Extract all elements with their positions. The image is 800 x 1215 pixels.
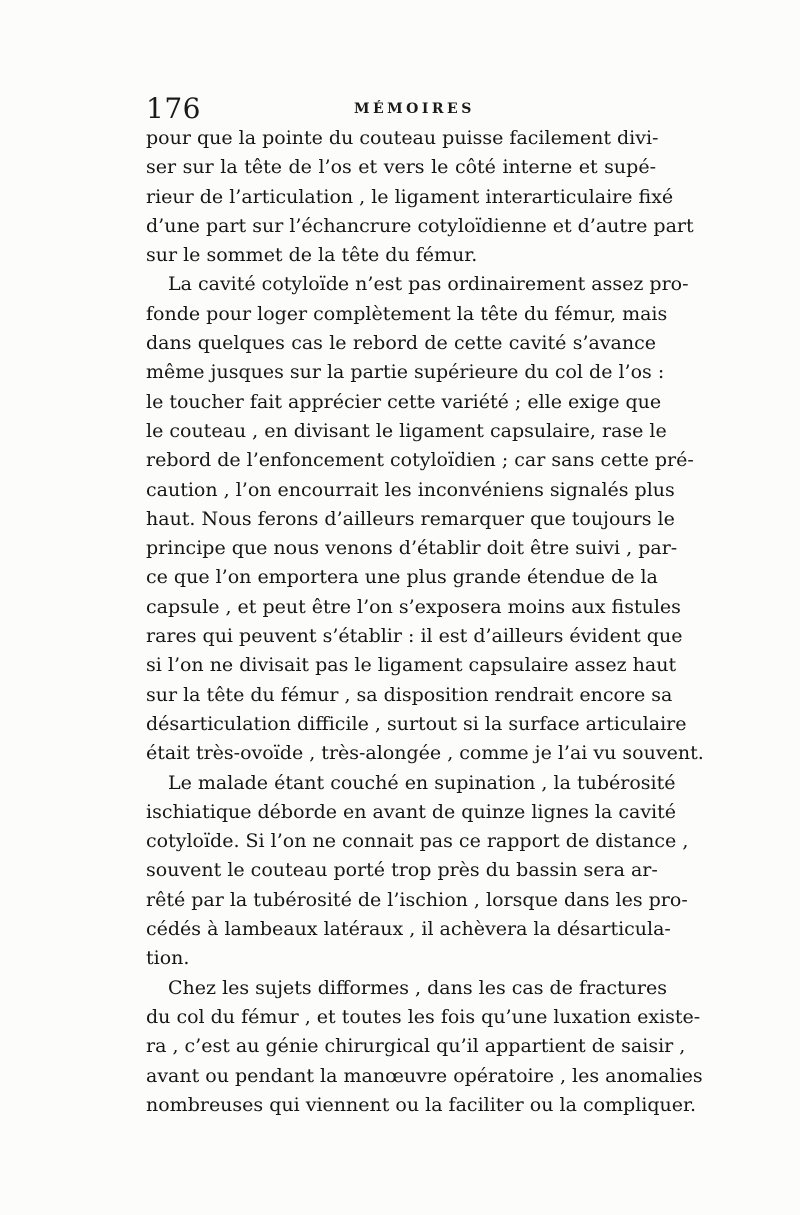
text-line: Chez les sujets difformes , dans les cas de fractures: [168, 976, 667, 999]
text-line: cédés à lambeaux latéraux , il achèvera la désarticula-: [146, 918, 671, 941]
text-line: rebord de l’enfoncement cotyloïdien ; car sans cette pré-: [146, 449, 694, 472]
text-line: ischiatique déborde en avant de quinze lignes la cavité: [146, 800, 677, 823]
text-line: même jusques sur la partie supérieure du col de l’os :: [146, 361, 665, 384]
text-line: sur la tête du fémur , sa disposition rendrait encore sa: [146, 683, 673, 706]
text-line: dans quelques cas le rebord de cette cavité s’avance: [146, 332, 656, 355]
paragraph: [146, 974, 703, 1120]
text-line: si l’on ne divisait pas le ligament capsulaire assez haut: [146, 654, 677, 677]
text-line: le couteau , en divisant le ligament capsulaire, rase le: [146, 419, 667, 442]
running-head: MÉMOIRES: [354, 101, 475, 117]
text-line: Le malade étant couché en supination , la tubérosité: [168, 771, 676, 794]
text-line: ra , c’est au génie chirurgical qu’il appartient de saisir ,: [146, 1035, 686, 1058]
paragraph: [146, 270, 704, 768]
text-line: principe que nous venons d’établir doit être suivi , par-: [146, 537, 678, 560]
text-line: haut. Nous ferons d’ailleurs remarquer que toujours le: [146, 507, 675, 530]
body-text: [146, 124, 704, 1120]
paragraph: [146, 769, 689, 974]
text-line: d’une part sur l’échancrure cotyloïdienne et d’autre part: [146, 214, 694, 237]
text-line: avant ou pendant la manœuvre opératoire , les anomalies: [146, 1064, 703, 1087]
page-header: [146, 92, 650, 126]
text-line: capsule , et peut être l’on s’exposera moins aux fistules: [146, 595, 681, 618]
text-line: ser sur la tête de l’os et vers le côté interne et supé-: [146, 156, 656, 179]
text-line: cotyloïde. Si l’on ne connait pas ce rapport de distance ,: [146, 830, 689, 853]
page-number: 176: [146, 92, 201, 125]
text-line: nombreuses qui viennent ou la faciliter ou la compliquer.: [146, 1093, 697, 1116]
text-line: fonde pour loger complètement la tête du fémur, mais: [146, 302, 668, 325]
text-line: le toucher fait apprécier cette variété ; elle exige que: [146, 390, 662, 413]
text-line: pour que la pointe du couteau puisse facilement divi-: [146, 127, 659, 149]
text-line: caution , l’on encourrait les inconvéniens signalés plus: [146, 478, 675, 501]
text-line: était très-ovoïde , très-alongée , comme je l’ai vu souvent.: [146, 742, 704, 765]
text-line: La cavité cotyloïde n’est pas ordinairement assez pro-: [168, 273, 689, 296]
text-line: du col du fémur , et toutes les fois qu’une luxation existe-: [146, 1005, 701, 1028]
text-line: sur le sommet de la tête du fémur.: [146, 244, 478, 267]
text-line: ce que l’on emportera une plus grande étendue de la: [146, 566, 658, 589]
text-line: rieur de l’articulation , le ligament interarticulaire fixé: [146, 185, 674, 208]
text-line: rêté par la tubérosité de l’ischion , lorsque dans les pro-: [146, 888, 688, 911]
text-line: souvent le couteau porté trop près du bassin sera ar-: [146, 859, 658, 882]
text-line: tion.: [146, 947, 190, 970]
text-line: désarticulation difficile , surtout si la surface articulaire: [146, 712, 687, 735]
paragraph: [146, 124, 694, 270]
text-line: rares qui peuvent s’établir : il est d’ailleurs évident que: [146, 625, 683, 648]
